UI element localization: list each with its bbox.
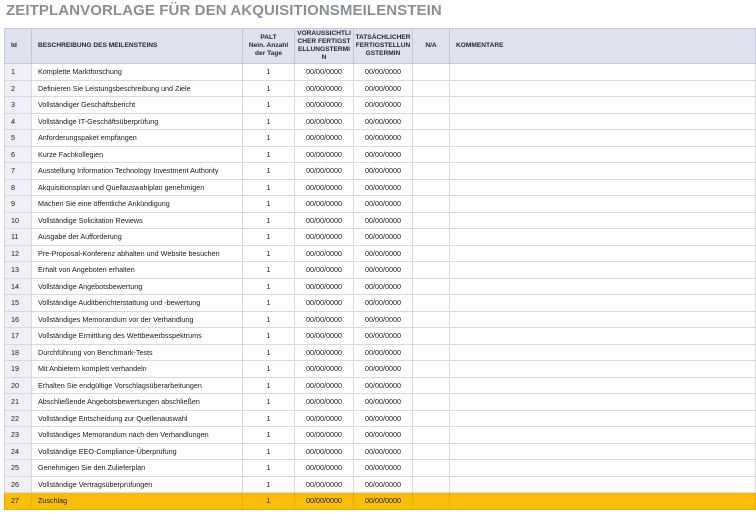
header-na[interactable]: N/A: [413, 29, 450, 64]
description-cell[interactable]: Vollständiges Memorandum nach den Verhandlungen: [32, 427, 243, 444]
description-cell[interactable]: Erhalten Sie endgültige Vorschlagsüberarbeitungen: [32, 377, 243, 394]
expected-date-cell[interactable]: 00/00/0000: [295, 97, 354, 114]
table-row: [5, 97, 756, 114]
na-cell[interactable]: [413, 344, 450, 361]
actual-date-cell[interactable]: 00/00/0000: [354, 97, 413, 114]
table-row: [5, 64, 756, 81]
comment-cell[interactable]: [450, 344, 756, 361]
table-row: [5, 229, 756, 246]
comment-cell[interactable]: [450, 427, 756, 444]
description-cell[interactable]: Vollständige Vertragsüberprüfungen: [32, 476, 243, 493]
days-cell[interactable]: 1: [243, 328, 295, 345]
comment-cell[interactable]: [450, 212, 756, 229]
na-cell[interactable]: [413, 295, 450, 312]
comment-cell[interactable]: [450, 394, 756, 411]
days-cell[interactable]: 1: [243, 295, 295, 312]
na-cell[interactable]: [413, 245, 450, 262]
header-id[interactable]: Id: [5, 29, 32, 64]
header-days[interactable]: [243, 29, 295, 64]
description-cell[interactable]: Vollständige Solicitation Reviews: [32, 212, 243, 229]
comment-cell[interactable]: [450, 113, 756, 130]
comment-cell[interactable]: [450, 245, 756, 262]
header-days-line2: Nein. Anzahl der Tage: [248, 41, 289, 58]
table-row: [5, 295, 756, 312]
id-cell[interactable]: 25: [5, 460, 32, 477]
id-cell[interactable]: 21: [5, 394, 32, 411]
expected-date-cell[interactable]: 00/00/0000: [295, 361, 354, 378]
id-cell[interactable]: 9: [5, 196, 32, 213]
expected-date-cell[interactable]: 00/00/0000: [295, 179, 354, 196]
description-cell[interactable]: Komplette Marktforschung: [32, 64, 243, 81]
comment-cell[interactable]: [450, 311, 756, 328]
table-row: [5, 113, 756, 130]
na-cell[interactable]: [413, 443, 450, 460]
actual-date-cell[interactable]: 00/00/0000: [354, 130, 413, 147]
actual-date-cell[interactable]: 00/00/0000: [354, 229, 413, 246]
actual-date-cell[interactable]: 00/00/0000: [354, 427, 413, 444]
table-row: [5, 146, 756, 163]
na-cell[interactable]: [413, 229, 450, 246]
table-row: [5, 262, 756, 279]
description-cell[interactable]: Vollständiges Memorandum vor der Verhandlung: [32, 311, 243, 328]
id-cell[interactable]: 8: [5, 179, 32, 196]
table-row: [5, 460, 756, 477]
expected-date-cell[interactable]: 00/00/0000: [295, 163, 354, 180]
id-cell[interactable]: 11: [5, 229, 32, 246]
expected-date-cell[interactable]: 00/00/0000: [295, 146, 354, 163]
header-description[interactable]: BESCHREIBUNG DES MEILENSTEINS: [32, 29, 243, 64]
days-cell[interactable]: 1: [243, 179, 295, 196]
expected-date-cell[interactable]: 00/00/0000: [295, 245, 354, 262]
actual-date-cell[interactable]: 00/00/0000: [354, 163, 413, 180]
na-cell[interactable]: [413, 476, 450, 493]
comment-cell[interactable]: [450, 377, 756, 394]
na-cell[interactable]: [413, 196, 450, 213]
na-cell[interactable]: [413, 179, 450, 196]
description-cell[interactable]: Kurze Fachkollegien: [32, 146, 243, 163]
table-row: [5, 196, 756, 213]
na-cell[interactable]: [413, 311, 450, 328]
comment-cell[interactable]: [450, 476, 756, 493]
expected-date-cell[interactable]: 00/00/0000: [295, 460, 354, 477]
na-cell[interactable]: [413, 394, 450, 411]
comment-cell[interactable]: [450, 229, 756, 246]
na-cell[interactable]: [413, 212, 450, 229]
days-cell[interactable]: 1: [243, 212, 295, 229]
expected-date-cell[interactable]: 00/00/0000: [295, 113, 354, 130]
days-cell[interactable]: 1: [243, 443, 295, 460]
comment-cell[interactable]: [450, 493, 756, 510]
actual-date-cell[interactable]: 00/00/0000: [354, 245, 413, 262]
id-cell[interactable]: 22: [5, 410, 32, 427]
table-row: [5, 80, 756, 97]
days-cell[interactable]: 1: [243, 113, 295, 130]
id-cell[interactable]: 23: [5, 427, 32, 444]
description-cell[interactable]: Machen Sie eine öffentliche Ankündigung: [32, 196, 243, 213]
actual-date-cell[interactable]: 00/00/0000: [354, 196, 413, 213]
id-cell[interactable]: 12: [5, 245, 32, 262]
id-cell[interactable]: 7: [5, 163, 32, 180]
table-row: [5, 179, 756, 196]
table-row: [5, 493, 756, 510]
days-cell[interactable]: 1: [243, 311, 295, 328]
description-cell[interactable]: Ausgabe der Aufforderung: [32, 229, 243, 246]
description-cell[interactable]: Akquisitionsplan und Quellauswahlplan genehmigen: [32, 179, 243, 196]
comment-cell[interactable]: [450, 328, 756, 345]
id-cell[interactable]: 26: [5, 476, 32, 493]
expected-date-cell[interactable]: 00/00/0000: [295, 64, 354, 81]
expected-date-cell[interactable]: 00/00/0000: [295, 344, 354, 361]
days-cell[interactable]: 1: [243, 344, 295, 361]
id-cell[interactable]: 14: [5, 278, 32, 295]
comment-cell[interactable]: [450, 262, 756, 279]
actual-date-cell[interactable]: 00/00/0000: [354, 262, 413, 279]
table-row: [5, 394, 756, 411]
days-cell[interactable]: 1: [243, 196, 295, 213]
description-cell[interactable]: Erhalt von Angeboten erhalten: [32, 262, 243, 279]
expected-date-cell[interactable]: 00/00/0000: [295, 80, 354, 97]
days-cell[interactable]: 1: [243, 97, 295, 114]
na-cell[interactable]: [413, 130, 450, 147]
na-cell[interactable]: [413, 493, 450, 510]
header-actual-date[interactable]: TATSÄCHLICHER FERTIGSTELLUNGSTERMIN: [354, 29, 413, 64]
expected-date-cell[interactable]: 00/00/0000: [295, 196, 354, 213]
days-cell[interactable]: 1: [243, 427, 295, 444]
expected-date-cell[interactable]: 00/00/0000: [295, 443, 354, 460]
expected-date-cell[interactable]: 00/00/0000: [295, 295, 354, 312]
actual-date-cell[interactable]: 00/00/0000: [354, 410, 413, 427]
comment-cell[interactable]: [450, 295, 756, 312]
description-cell[interactable]: Pre-Proposal-Konferenz abhalten und Website besuchen: [32, 245, 243, 262]
table-row: [5, 377, 756, 394]
comment-cell[interactable]: [450, 146, 756, 163]
header-comments[interactable]: KOMMENTARE: [450, 29, 756, 64]
table-row: [5, 410, 756, 427]
table-row: [5, 245, 756, 262]
id-cell[interactable]: 6: [5, 146, 32, 163]
description-cell[interactable]: Definieren Sie Leistungsbeschreibung und Ziele: [32, 80, 243, 97]
na-cell[interactable]: [413, 146, 450, 163]
description-cell[interactable]: Genehmigen Sie den Zulieferplan: [32, 460, 243, 477]
description-cell[interactable]: Mit Anbietern komplett verhandeln: [32, 361, 243, 378]
days-cell[interactable]: 1: [243, 229, 295, 246]
days-cell[interactable]: 1: [243, 130, 295, 147]
na-cell[interactable]: [413, 410, 450, 427]
expected-date-cell[interactable]: 00/00/0000: [295, 130, 354, 147]
id-cell[interactable]: 16: [5, 311, 32, 328]
description-cell[interactable]: Vollständige Angebotsbewertung: [32, 278, 243, 295]
na-cell[interactable]: [413, 460, 450, 477]
na-cell[interactable]: [413, 64, 450, 81]
na-cell[interactable]: [413, 163, 450, 180]
actual-date-cell[interactable]: 00/00/0000: [354, 212, 413, 229]
table-row: [5, 311, 756, 328]
id-cell[interactable]: 15: [5, 295, 32, 312]
description-cell[interactable]: Vollständige IT-Geschäftsüberprüfung: [32, 113, 243, 130]
days-cell[interactable]: 1: [243, 64, 295, 81]
actual-date-cell[interactable]: 00/00/0000: [354, 64, 413, 81]
na-cell[interactable]: [413, 427, 450, 444]
id-cell[interactable]: 19: [5, 361, 32, 378]
days-cell[interactable]: 1: [243, 476, 295, 493]
expected-date-cell[interactable]: 00/00/0000: [295, 262, 354, 279]
table-row: [5, 361, 756, 378]
comment-cell[interactable]: [450, 278, 756, 295]
comment-cell[interactable]: [450, 64, 756, 81]
actual-date-cell[interactable]: 00/00/0000: [354, 146, 413, 163]
expected-date-cell[interactable]: 00/00/0000: [295, 328, 354, 345]
expected-date-cell[interactable]: 00/00/0000: [295, 427, 354, 444]
comment-cell[interactable]: [450, 443, 756, 460]
actual-date-cell[interactable]: 00/00/0000: [354, 394, 413, 411]
id-cell[interactable]: 5: [5, 130, 32, 147]
table-row: [5, 476, 756, 493]
days-cell[interactable]: 1: [243, 278, 295, 295]
id-cell[interactable]: 10: [5, 212, 32, 229]
comment-cell[interactable]: [450, 97, 756, 114]
comment-cell[interactable]: [450, 196, 756, 213]
actual-date-cell[interactable]: 00/00/0000: [354, 80, 413, 97]
comment-cell[interactable]: [450, 179, 756, 196]
table-row: [5, 212, 756, 229]
table-header-row: [5, 29, 756, 64]
expected-date-cell[interactable]: 00/00/0000: [295, 377, 354, 394]
expected-date-cell[interactable]: 00/00/0000: [295, 394, 354, 411]
days-cell[interactable]: 1: [243, 245, 295, 262]
comment-cell[interactable]: [450, 361, 756, 378]
actual-date-cell[interactable]: 00/00/0000: [354, 493, 413, 510]
expected-date-cell[interactable]: 00/00/0000: [295, 212, 354, 229]
days-cell[interactable]: 1: [243, 394, 295, 411]
actual-date-cell[interactable]: 00/00/0000: [354, 377, 413, 394]
actual-date-cell[interactable]: 00/00/0000: [354, 278, 413, 295]
id-cell[interactable]: 18: [5, 344, 32, 361]
id-cell[interactable]: 13: [5, 262, 32, 279]
days-cell[interactable]: 1: [243, 460, 295, 477]
description-cell[interactable]: Vollständige Ermittlung des Wettbewerbsspektrums: [32, 328, 243, 345]
days-cell[interactable]: 1: [243, 163, 295, 180]
comment-cell[interactable]: [450, 163, 756, 180]
na-cell[interactable]: [413, 361, 450, 378]
days-cell[interactable]: 1: [243, 410, 295, 427]
id-cell[interactable]: 27: [5, 493, 32, 510]
table-row: [5, 328, 756, 345]
description-cell[interactable]: Vollständige EEO-Compliance-Überprüfung: [32, 443, 243, 460]
actual-date-cell[interactable]: 00/00/0000: [354, 179, 413, 196]
id-cell[interactable]: 3: [5, 97, 32, 114]
id-cell[interactable]: 1: [5, 64, 32, 81]
actual-date-cell[interactable]: 00/00/0000: [354, 295, 413, 312]
description-cell[interactable]: Vollständiger Geschäftsbericht: [32, 97, 243, 114]
header-days-line1: PALT: [260, 33, 277, 41]
days-cell[interactable]: 1: [243, 262, 295, 279]
table-row: [5, 443, 756, 460]
header-expected-date[interactable]: VORAUSSICHTLICHER FERTIGSTELLUNGSTERMIN: [295, 29, 354, 64]
id-cell[interactable]: 20: [5, 377, 32, 394]
actual-date-cell[interactable]: 00/00/0000: [354, 460, 413, 477]
expected-date-cell[interactable]: 00/00/0000: [295, 476, 354, 493]
table-row: [5, 427, 756, 444]
id-cell[interactable]: 17: [5, 328, 32, 345]
comment-cell[interactable]: [450, 80, 756, 97]
days-cell[interactable]: 1: [243, 493, 295, 510]
expected-date-cell[interactable]: 00/00/0000: [295, 229, 354, 246]
days-cell[interactable]: 1: [243, 80, 295, 97]
actual-date-cell[interactable]: 00/00/0000: [354, 476, 413, 493]
expected-date-cell[interactable]: 00/00/0000: [295, 493, 354, 510]
description-cell[interactable]: Vollständige Entscheidung zur Quellenauswahl: [32, 410, 243, 427]
days-cell[interactable]: 1: [243, 377, 295, 394]
actual-date-cell[interactable]: 00/00/0000: [354, 361, 413, 378]
table-row: [5, 344, 756, 361]
id-cell[interactable]: 24: [5, 443, 32, 460]
na-cell[interactable]: [413, 328, 450, 345]
description-cell[interactable]: Abschließende Angebotsbewertungen abschließen: [32, 394, 243, 411]
comment-cell[interactable]: [450, 460, 756, 477]
days-cell[interactable]: 1: [243, 361, 295, 378]
table-row: [5, 130, 756, 147]
na-cell[interactable]: [413, 262, 450, 279]
description-cell[interactable]: Vollständige Auditberichterstattung und -bewertung: [32, 295, 243, 312]
description-cell[interactable]: Anforderungspaket empfangen: [32, 130, 243, 147]
table-row: [5, 278, 756, 295]
id-cell[interactable]: 4: [5, 113, 32, 130]
table-row: [5, 163, 756, 180]
na-cell[interactable]: [413, 80, 450, 97]
actual-date-cell[interactable]: 00/00/0000: [354, 311, 413, 328]
description-cell[interactable]: Durchführung von Benchmark-Tests: [32, 344, 243, 361]
id-cell[interactable]: 2: [5, 80, 32, 97]
page-title: ZEITPLANVORLAGE FÜR DEN AKQUISITIONSMEILENSTEIN: [6, 2, 442, 19]
expected-date-cell[interactable]: 00/00/0000: [295, 311, 354, 328]
description-cell[interactable]: Ausstellung Information Technology Investment Authority: [32, 163, 243, 180]
milestone-table: [4, 28, 756, 510]
expected-date-cell[interactable]: 00/00/0000: [295, 278, 354, 295]
actual-date-cell[interactable]: 00/00/0000: [354, 113, 413, 130]
expected-date-cell[interactable]: 00/00/0000: [295, 410, 354, 427]
actual-date-cell[interactable]: 00/00/0000: [354, 443, 413, 460]
description-cell[interactable]: Zuschlag: [32, 493, 243, 510]
days-cell[interactable]: 1: [243, 146, 295, 163]
na-cell[interactable]: [413, 113, 450, 130]
comment-cell[interactable]: [450, 130, 756, 147]
actual-date-cell[interactable]: 00/00/0000: [354, 328, 413, 345]
na-cell[interactable]: [413, 377, 450, 394]
na-cell[interactable]: [413, 97, 450, 114]
actual-date-cell[interactable]: 00/00/0000: [354, 344, 413, 361]
comment-cell[interactable]: [450, 410, 756, 427]
na-cell[interactable]: [413, 278, 450, 295]
